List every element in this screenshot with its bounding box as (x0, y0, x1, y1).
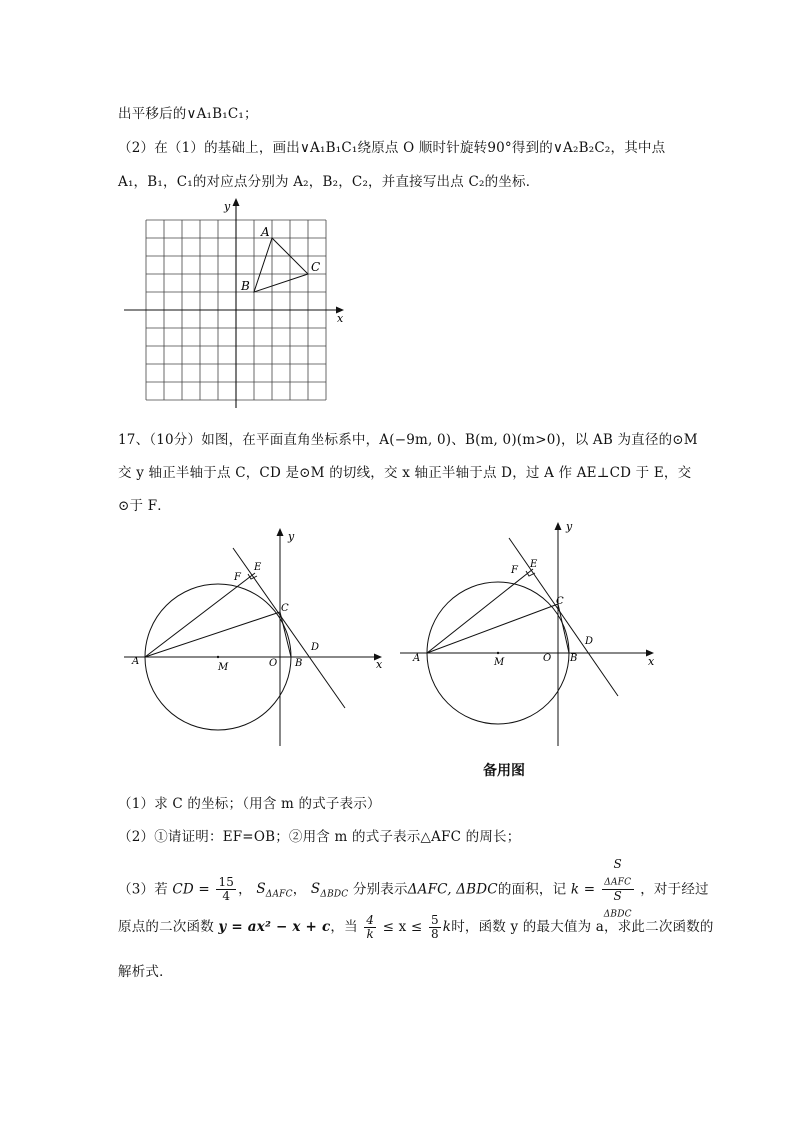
q4-right-fraction: $\frac{5}{8}$ (430, 913, 439, 941)
q3-cd-den: 4 (222, 889, 231, 904)
q3-cd: CD = (172, 881, 210, 898)
question-3-end: 解析式． (118, 964, 173, 980)
q3-text-b: 分别表示 (352, 881, 408, 898)
text-line-3: A₁，B₁，C₁的对应点分别为 A₂，B₂，C₂，并直接写出点 C₂的坐标． (118, 174, 540, 190)
q3-s1: $S_{\Delta AFC}$ (256, 881, 293, 901)
q4-k: k (442, 919, 452, 935)
fig2-x-label: x (648, 655, 655, 668)
q3-text-d: ，对于经过 (640, 881, 709, 898)
fig2-label-m: M (494, 657, 505, 668)
q3-text-c: 的面积，记 (497, 881, 567, 898)
fig2-y-label: y (566, 520, 573, 533)
circle-figure-main (118, 520, 388, 750)
triangle-abc (254, 238, 308, 292)
fig1-x-label: x (376, 658, 383, 671)
fig1-label-c: C (281, 603, 289, 614)
y-axis-label: y (224, 200, 231, 213)
fig1-label-o: O (269, 658, 278, 669)
fig2-label-b: B (570, 653, 578, 664)
fig1-label-b: B (295, 658, 303, 669)
fig1-y-label: y (288, 530, 295, 543)
fig2-label-d: D (585, 636, 594, 647)
point-a-label: A (261, 225, 270, 239)
question-2: （2）①请证明：EF=OB；②用含 m 的式子表示△AFC 的周长； (118, 829, 521, 845)
fig1-tangent-line (233, 548, 345, 708)
q4-text-c: 时，函数 y 的最大值为 a，求此二次函数的 (451, 919, 714, 935)
question-1: （1）求 C 的坐标；（用含 m 的式子表示） (118, 796, 381, 812)
point-b-label: B (241, 279, 250, 293)
text-line-1: 出平移后的∨A₁B₁C₁； (118, 106, 258, 122)
backup-figure-caption: 备用图 (483, 763, 525, 779)
q3-k: k = (570, 881, 596, 898)
text-line-5: 交 y 轴正半轴于点 C，CD 是⊙M 的切线，交 x 轴正半轴于点 D，过 A 作 AE⊥CD 于 E，交 (118, 465, 692, 481)
circle-figure-backup (396, 516, 666, 746)
q3-cd-fraction (216, 876, 236, 903)
q3-triangles: ΔAFC, ΔBDC (407, 881, 498, 898)
fig2-label-e: E (530, 559, 538, 570)
fig1-label-f: F (234, 572, 241, 583)
q3-k-fraction: S $_{\Delta AFC}$ S $_{\Delta BDC}$ (603, 857, 632, 920)
text-line-6: ⊙于 F． (118, 498, 171, 514)
q3-cd-num: 15 (218, 875, 235, 890)
question-3: （3）若 CD = $\frac{15}{4}$ ， $S_{\Delta AFC}$， $S_{\Delta BDC}$ 分别表示ΔAFC, ΔBDC的面积，记 k = S $_{\Delta AFC}$ S $_{\Delta BDC}$ ，对于经过 (118, 857, 709, 920)
point-c-label: C (311, 260, 321, 274)
text-line-4: 17、（10分）如图，在平面直角坐标系中，A(−9m, 0)、B(m, 0)(m>0)，以 AB 为直径的⊙M (118, 432, 698, 448)
q3-intro: （3）若 (118, 881, 168, 898)
grid-figure (118, 196, 348, 411)
q4-intro: 原点的二次函数 (118, 919, 214, 935)
q3-s2: $S_{\Delta BDC}$ (310, 881, 349, 901)
fig2-label-c: C (556, 596, 564, 607)
q4-text-b: ，当 (330, 919, 358, 935)
fig1-label-a: A (132, 656, 140, 667)
text-line-2: （2）在（1）的基础上，画出∨A₁B₁C₁绕原点 O 顺时针旋转90°得到的∨A₂B₂C₂，其中点 (118, 140, 666, 156)
q4-function: y = ax² − x + c (218, 919, 331, 935)
fig2-label-o: O (543, 653, 552, 664)
fig2-tangent-line (509, 538, 618, 696)
q4-left-fraction: $\frac{4}{k}$ (366, 913, 375, 941)
fig1-label-e: E (254, 562, 262, 573)
fig2-label-f: F (511, 565, 518, 576)
fig1-label-m: M (218, 662, 229, 673)
q4-inequality: ≤ x ≤ (382, 919, 423, 935)
fig2-label-a: A (413, 653, 421, 664)
fig1-label-d: D (311, 642, 320, 653)
y-axis-arrow (233, 198, 240, 206)
x-axis-label: x (337, 312, 344, 325)
question-3-cont (118, 912, 714, 942)
